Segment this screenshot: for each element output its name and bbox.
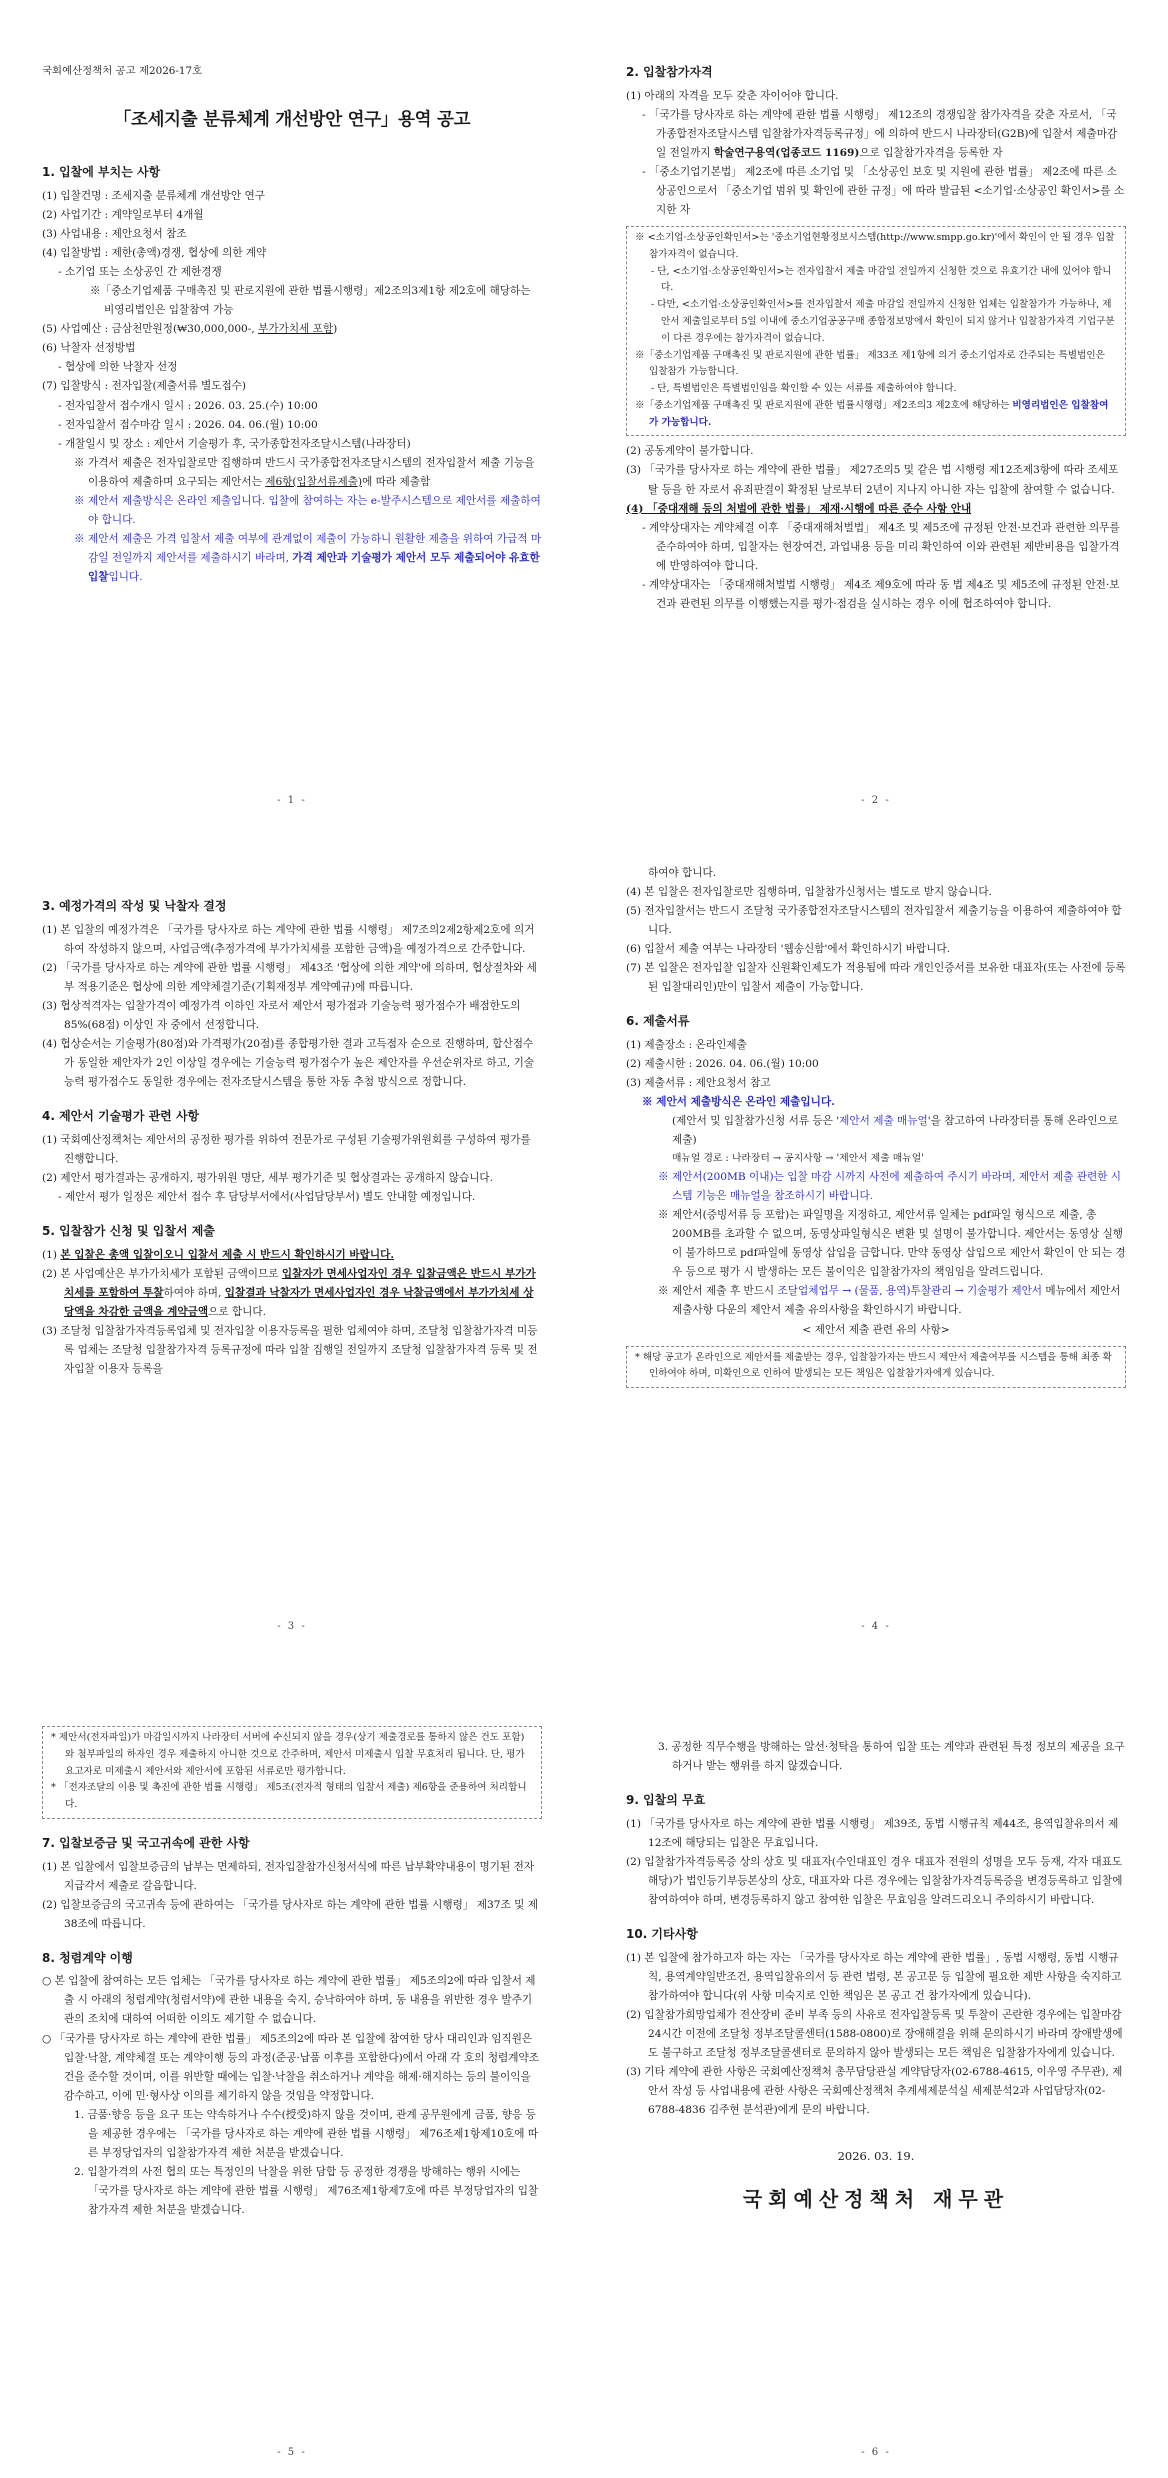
list-item: (3) 사업내용 : 제안요청서 참조 bbox=[42, 227, 187, 240]
list-item: ※ 제안서 제출은 가격 입찰서 제출 여부에 관계없이 제출이 가능하니 원활한 제출을 위하여 가급적 마감일 전일까지 제안서를 제출하시기 바라며, 가격 제안과 기술평가 제안서 모두 제출되어야 유효한 입찰입니다. bbox=[74, 532, 542, 584]
list-item: (3) 조달청 입찰참가자격등록업체 및 전자입찰 이용자등록을 필한 업체여야 하며, 조달청 입찰참가자격 미등록 업체는 조달청 입찰참가자격 등록규정에 따라 입찰 집행일 전일까지 조달청 입찰참가자격 등록 및 전자입찰 이용자 등록을 bbox=[42, 1324, 538, 1375]
list-item: (1) 아래의 자격을 모두 갖춘 자이어야 합니다. bbox=[626, 89, 839, 102]
page-number: - 2 - bbox=[861, 795, 891, 806]
list-item: 2. 입찰가격의 사전 협의 또는 특정인의 낙찰을 위한 담합 등 공정한 경쟁을 방해하는 행위 시에는 「국가를 당사자로 하는 계약에 관한 법률 시행령」 제76조제1항제7호에 따른 부정당업자의 입찰참가자격 제한 처분을 받겠습니다. bbox=[74, 2165, 539, 2217]
list-item: (7) 본 입찰은 전자입찰 입찰자 신원확인제도가 적용됨에 따라 개인인증서를 보유한 대표자(또는 사전에 등록된 입찰대리인)만이 입찰서 제출이 가능합니다. bbox=[626, 962, 1126, 994]
box-item: ※「중소기업제품 구매촉진 및 판로지원에 관한 법률」 제33조 제1항에 의거 중소기업자로 간주되는 특별법인은 입찰참가 가능합니다. bbox=[635, 349, 1105, 378]
list-item: (3) 제출서류 : 제안요청서 참고 bbox=[626, 1077, 771, 1090]
issuer-signature: 국회예산정책처 재무관 bbox=[742, 2186, 1010, 2211]
list-item: - 「국가를 당사자로 하는 계약에 관한 법률 시행령」 제12조의 경쟁입찰 참가자격을 갖춘 자로서, 「국가종합전자조달시스템 입찰참가자격등록규정」에 의하여 반드시 나라장터(G2B)에 입찰서 제출마감일 전일까지 학술연구용역(업종코드 1169)으로 입찰참가자격을 등록한 자 bbox=[642, 108, 1118, 159]
list-item: (2) 「국가를 당사자로 하는 계약에 관한 법률 시행령」 제43조 '협상에 의한 계약'에 의하며, 협상절차와 세부 적용기준은 협상에 의한 계약체결기준(기획재정부 계약예규)에 따릅니다. bbox=[42, 961, 537, 993]
page-number: - 6 - bbox=[861, 2447, 891, 2458]
list-item: (1) 「국가를 당사자로 하는 계약에 관한 법률 시행령」 제39조, 동법 시행규칙 제44조, 용역입찰유의서 제12조에 해당되는 입찰은 무효입니다. bbox=[626, 1817, 1119, 1849]
page-number: - 4 - bbox=[861, 1621, 891, 1632]
page-title: 「조세지출 분류체계 개선방안 연구」용역 공고 bbox=[113, 109, 471, 130]
list-item: - 전자입찰서 접수개시 일시 : 2026. 03. 25.(수) 10:00 bbox=[58, 399, 318, 412]
page-number: - 1 - bbox=[277, 795, 307, 806]
list-item: 매뉴얼 경로 : 나라장터 → 공지사항 → '제안서 제출 매뉴얼' bbox=[672, 1153, 924, 1165]
page-3 bbox=[0, 826, 584, 1652]
list-item: (1) 본 입찰의 예정가격은 「국가를 당사자로 하는 계약에 관한 법률 시행령」 제7조의2제2항제2호에 의거하여 작성하지 않으며, 사업금액(추정가격에 부가가치세를 포함한 금액)을 예정가격으로 간주합니다. bbox=[42, 923, 535, 955]
box-item: * 「전자조달의 이용 및 촉진에 관한 법률 시행령」 제5조(전자적 형태의 입찰서 제출) 제6항을 준용하여 처리합니다. bbox=[51, 1782, 527, 1811]
list-item: (2) 입찰참가희망업체가 전산장비 준비 부족 등의 사유로 전자입찰등록 및 투찰이 곤란한 경우에는 입찰마감 24시간 이전에 조달청 정부조달콜센터(1588-0800)로 장애해결을 위해 문의하시기 바라며 장애발생에도 불구하고 조달청 정부조달콜센터로 문의하지 않아 발생되는 모든 책임은 입찰참가자에게 있습니다. bbox=[626, 2008, 1123, 2059]
list-item: (6) 낙찰자 선정방법 bbox=[42, 342, 136, 355]
list-item: ※ 제안서 제출 후 반드시 조달업체업무 → (물품, 용역)투찰관리 → 기술평가 제안서 메뉴에서 제안서 제출사항 다운의 제안서 제출 유의사항을 확인하시기 바랍니다. bbox=[658, 1285, 1121, 1317]
section-heading: 6. 제출서류 bbox=[626, 1014, 690, 1029]
list-item: 1. 금품·향응 등을 요구 또는 약속하거나 수수(授受)하지 않을 것이며, 관계 공무원에게 금품, 향응 등을 제공한 경우에는 「국가를 당사자로 하는 계약에 관한 법률 시행령」 제76조제1항제10호에 따른 부정당업자의 입찰참가자격 제한 처분을 받겠습니다. bbox=[74, 2108, 539, 2159]
list-item: (1) 입찰건명 : 조세지출 분류체계 개선방안 연구 bbox=[42, 189, 265, 202]
box-item: - 단, 특별법인은 특별법인임을 확인할 수 있는 서류를 제출하여야 합니다. bbox=[651, 383, 957, 395]
list-item: (5) 사업예산 : 금삼천만원정(₩30,000,000-, 부가가치세 포함) bbox=[42, 323, 338, 336]
section-heading: 5. 입찰참가 신청 및 입찰서 제출 bbox=[42, 1224, 215, 1238]
section-heading: 7. 입찰보증금 및 국고귀속에 관한 사항 bbox=[42, 1835, 250, 1850]
list-item: (4) 「중대재해 등의 처벌에 관한 법률」 제재·시행에 따른 준수 사항 안내 bbox=[626, 502, 972, 515]
list-item: - 소기업 또는 소상공인 간 제한경쟁 bbox=[58, 266, 222, 279]
box-item: - 단, <소기업·소상공인확인서>는 전자입찰서 제출 마감일 전일까지 신청한 것으로 유효기간 내에 있어야 합니다. bbox=[651, 265, 1112, 294]
section-heading: 4. 제안서 기술평가 관련 사항 bbox=[42, 1109, 200, 1124]
page-6 bbox=[584, 1652, 1168, 2478]
list-item: ※ 제안서 제출방식은 온라인 제출입니다. bbox=[642, 1096, 835, 1109]
list-item: 하여야 합니다. bbox=[648, 867, 717, 879]
list-item: - 전자입찰서 접수마감 일시 : 2026. 04. 06.(월) 10:00 bbox=[58, 418, 318, 431]
list-item: (2) 제안서 평가결과는 공개하지, 평가위원 명단, 세부 평가기준 및 협상결과는 공개하지 않습니다. bbox=[42, 1171, 494, 1184]
list-item: (5) 전자입찰서는 반드시 조달청 국가종합전자조달시스템의 전자입찰서 제출기능을 이용하여 제출하여야 합니다. bbox=[626, 905, 1122, 937]
list-item: (3) 기타 계약에 관한 사항은 국회예산정책처 총무담당관실 계약담당자(02-6788-4615, 이우영 주무관), 제안서 작성 등 사업내용에 관한 사항은 국회예산정책처 추계세제분석실 세제분석2과 사업담당자(02-6788-4836 김주현 분석관)에게 문의 바랍니다. bbox=[626, 2066, 1123, 2117]
list-item: (1) 국회예산정책처는 제안서의 공정한 평가를 위하여 전문가로 구성된 기술평가위원회를 구성하여 평가를 진행합니다. bbox=[42, 1133, 531, 1165]
list-item: (3) 협상적격자는 입찰가격이 예정가격 이하인 자로서 제안서 평가점과 기술능력 평가점수가 배점한도의 85%(68점) 이상인 자 중에서 선정합니다. bbox=[42, 999, 521, 1031]
list-item: (1) 제출장소 : 온라인제출 bbox=[626, 1039, 747, 1052]
list-item: (2) 제출시한 : 2026. 04. 06.(월) 10:00 bbox=[626, 1058, 819, 1071]
list-item: ○ 본 입찰에 참여하는 모든 업체는 「국가를 당사자로 하는 계약에 관한 법률」 제5조의2에 따라 입찰서 제출 시 아래의 청렴계약(청렴서약)에 관한 내용을 숙지, 승낙하여야 하며, 동 내용을 위반한 경우 발주기관의 조치에 대하여 어떠한 이의도 제기할 수 없습니다. bbox=[42, 1975, 536, 2026]
list-item: - 협상에 의한 낙찰자 선정 bbox=[58, 361, 178, 374]
list-item: (2) 공동계약이 불가합니다. bbox=[626, 445, 754, 458]
list-item: (4) 협상순서는 기술평가(80점)와 가격평가(20점)를 종합평가한 결과 고득점자 순으로 진행하며, 합산점수가 동일한 제안자가 2인 이상일 경우에는 기술능력 평가점수가 높은 제안자를 우선순위자로 하고, 기술능력 평가점수도 동일한 경우에는 전자조달시스템을 통한 자동 추첨 방식으로 정합니다. bbox=[42, 1037, 535, 1089]
notice-box bbox=[42, 1726, 542, 1819]
list-item: ※ 제안서(200MB 이내)는 입찰 마감 시까지 사전에 제출하여 주시기 바라며, 제안서 제출 관련한 시스템 기능은 매뉴얼을 참조하시기 바랍니다. bbox=[658, 1171, 1122, 1203]
list-item: (2) 입찰보증금의 국고귀속 등에 관하여는 「국가를 당사자로 하는 계약에 관한 법률 시행령」 제37조 및 제38조에 따릅니다. bbox=[42, 1898, 538, 1930]
section-heading: 1. 입찰에 부치는 사항 bbox=[42, 165, 161, 180]
list-item: (6) 입찰서 제출 여부는 나라장터 '웹송신함'에서 확인하시기 바랍니다. bbox=[626, 943, 951, 956]
list-item: (1) 본 입찰에서 입찰보증금의 납부는 면제하되, 전자입찰참가신청서식에 따른 납부확약내용이 명기된 전자지급각서 제출로 갈음합니다. bbox=[42, 1860, 535, 1892]
notice-box bbox=[626, 226, 1126, 436]
box-item: * 제안서(전자파일)가 마감일시까지 나라장터 서버에 수신되지 않을 경우(상기 제출경로를 통하지 않은 건도 포함)와 첨부파일의 하자인 경우 제출하지 아니한 것으로 간주하며, 제안서 미제출시 입찰 무효처리 됩니다. 단, 평가요고자로 미제출시 제안서와 제안서에 포함된 서류로만 평가합니다. bbox=[51, 1732, 525, 1777]
list-item: < 제안서 제출 관련 유의 사항> bbox=[802, 1323, 950, 1336]
section-heading: 10. 기타사항 bbox=[626, 1927, 698, 1942]
list-item: (2) 사업기간 : 계약일로부터 4개월 bbox=[42, 208, 204, 221]
list-item: - 계약상대자는 「중대재해처벌법 시행령」 제4조 제9호에 따라 동 법 제4조 및 제5조에 규정된 안전·보건과 관련된 의무를 이행했는지를 평가·점검을 실시하는 경우 이에 협조하여야 합니다. bbox=[642, 578, 1120, 610]
box-item: * 해당 공고가 온라인으로 제안서를 제출받는 경우, 입찰참가자는 반드시 제안서 제출여부를 시스템을 통해 최종 확인하여야 하며, 미확인으로 인하여 발생되는 모든 책임은 입찰참가자에게 있습니다. bbox=[635, 1351, 1112, 1380]
list-item: - 「중소기업기본법」 제2조에 따른 소기업 및 「소상공인 보호 및 지원에 관한 법률」 제2조에 따른 소상공인으로서 「중소기업 범위 및 확인에 관한 규정」에 따라 발급된 <소기업·소상공인 확인서>를 소지한 자 bbox=[642, 165, 1125, 216]
box-item: ※ <소기업·소상공인확인서>는 '중소기업현황정보시스템(http://www.smpp.go.kr)'에서 확인이 안 될 경우 입찰 참가자격이 없습니다. bbox=[635, 232, 1115, 260]
page-1 bbox=[0, 0, 584, 826]
list-item: - 계약상대자는 계약체결 이후 「중대재해처벌법」 제4조 및 제5조에 규정된 안전·보건과 관련한 의무를 준수하여야 하며, 입찰자는 현장여건, 과업내용 등을 미리 확인하여 이와 관련된 제반비용을 입찰가격에 반영하여야 합니다. bbox=[642, 521, 1120, 572]
box-item: ※「중소기업제품 구매촉진 및 판로지원에 관한 법률시행령」제2조의3 제2호에 해당하는 비영리법인은 입찰참여가 가능합니다. bbox=[635, 399, 1109, 428]
page-2 bbox=[584, 0, 1168, 826]
notice-number: 국회예산정책처 공고 제2026-17호 bbox=[42, 65, 203, 77]
list-item: (3) 「국가를 당사자로 하는 계약에 관한 법률」 제27조의5 및 같은 법 시행령 제12조제3항에 따라 조세포탈 등을 한 자로서 유죄판결이 확정된 날로부터 2년이 지나지 아니한 자는 입찰에 참여할 수 없습니다. bbox=[626, 464, 1119, 496]
list-item: ※ 가격서 제출은 전자입찰로만 집행하며 반드시 국가종합전자조달시스템의 전자입찰서 제출 기능을 이용하여 제출하며 요구되는 제안서는 제6항(입찰서류제출)에 따라 제출함 bbox=[74, 456, 535, 488]
list-item: (1) 본 입찰은 총액 입찰이오니 입찰서 제출 시 반드시 확인하시기 바랍니다. bbox=[42, 1248, 395, 1261]
section-heading: 2. 입찰참가자격 bbox=[626, 65, 713, 79]
page-number: - 3 - bbox=[277, 1621, 307, 1632]
list-item: ※「중소기업제품 구매촉진 및 판로지원에 관한 법률시행령」제2조의3제1항 제2호에 해당하는 비영리법인은 입찰참여 가능 bbox=[90, 285, 531, 317]
box-item: - 다만, <소기업·소상공인확인서>를 전자입찰서 제출 마감일 전일까지 신청한 업체는 입찰참가가 가능하나, 제안서 제출일로부터 5일 이내에 중소기업공공구매 종합정보망에서 확인이 되지 않거나 입찰참가자격 기업구분이 다른 경우에는 참가자격이 없습니다. bbox=[651, 299, 1115, 344]
list-item: ○ 「국가를 당사자로 하는 계약에 관한 법률」 제5조의2에 따라 본 입찰에 참여한 당사 대리인과 임직원은 입찰·낙찰, 계약체결 또는 계약이행 등의 과정(준공·납품 이후를 포함한다)에서 아래 각 호의 청렴계약조건을 준수할 것이며, 이를 위반할 때에는 입찰·낙찰을 취소하거나 계약을 해제·해지하는 등의 불이익을 감수하고, 이에 민·형사상 이의를 제기하지 않을 것임을 약정합니다. bbox=[42, 2032, 539, 2102]
list-item: ※ 제안서 제출방식은 온라인 제출입니다. 입찰에 참여하는 자는 e-발주시스템으로 제안서를 제출하여야 합니다. bbox=[74, 494, 541, 526]
announcement-date: 2026. 03. 19. bbox=[837, 2149, 915, 2164]
list-item: - 개찰일시 및 장소 : 제안서 기술평가 후, 국가종합전자조달시스템(나라장터) bbox=[58, 437, 411, 450]
section-heading: 3. 예정가격의 작성 및 낙찰자 결정 bbox=[42, 899, 227, 913]
page-4 bbox=[584, 826, 1168, 1652]
notice-box bbox=[626, 1346, 1126, 1389]
list-item: 3. 공정한 직무수행을 방해하는 알선·청탁을 통하여 입찰 또는 계약과 관련된 특정 정보의 제공을 요구하거나 받는 행위를 하지 않겠습니다. bbox=[658, 1741, 1125, 1773]
list-item: ※ 제안서(증빙서류 등 포함)는 파일명을 지정하고, 제안서류 일체는 pdf파일 형식으로 제출, 총 200MB를 초과할 수 없으며, 동영상파일형식은 변환 및 설명이 불가합니다. 제안서는 동영상 실행이 불가하므로 pdf파일에 동영상 삽입을 금합니다. 만약 동영상 삽입으로 제안서 확인이 안 되는 경우 등으로 평가 시 발생하는 모든 불이익은 입찰참가자의 책임임을 알려드립니다. bbox=[658, 1209, 1126, 1279]
list-item: (7) 입찰방식 : 전자입찰(제출서류 별도접수) bbox=[42, 380, 247, 393]
list-item: (제안서 및 입찰참가신청 서류 등은 '제안서 제출 매뉴얼'을 참고하여 나라장터를 통해 온라인으로 제출) bbox=[672, 1115, 1119, 1147]
section-heading: 8. 청렴계약 이행 bbox=[42, 1950, 133, 1965]
section-heading: 9. 입찰의 무효 bbox=[626, 1793, 706, 1808]
list-item: (4) 입찰방법 : 제한(총액)경쟁, 협상에 의한 계약 bbox=[42, 247, 267, 259]
page-5 bbox=[0, 1652, 584, 2478]
page-number: - 5 - bbox=[277, 2447, 307, 2458]
list-item: - 제안서 평가 일정은 제안서 접수 후 담당부서에서(사업담당부서) 별도 안내할 예정입니다. bbox=[58, 1190, 476, 1203]
list-item: (1) 본 입찰에 참가하고자 하는 자는 「국가를 당사자로 하는 계약에 관한 법률」, 동법 시행령, 동법 시행규칙, 용역계약일반조건, 용역입찰유의서 등 관련 법령, 본 공고문 등 입찰에 필요한 제반 사항을 숙지하고 참가하여야 합니다(위 사항 미숙지로 인한 책임은 본 공고 건 참가자에게 있습니다). bbox=[626, 1951, 1122, 2002]
list-item: (4) 본 입찰은 전자입찰로만 집행하며, 입찰참가신청서는 별도로 받지 않습니다. bbox=[626, 886, 992, 899]
list-item: (2) 입찰참가자격등록증 상의 상호 및 대표자(수인대표인 경우 대표자 전원의 성명을 모두 등재, 각자 대표도 해당)가 법인등기부등본상의 상호, 대표자와 다른 경우에는 입찰참가자격등록증을 변경등록하고 입찰에 참여하여야 하며, 변경등록하지 않고 참여한 입찰은 무효임을 알려드리오니 주의하시기 바랍니다. bbox=[626, 1855, 1123, 1906]
list-item: (2) 본 사업예산은 부가가치세가 포함된 금액이므로 입찰자가 면세사업자인 경우 입찰금액은 반드시 부가가치세를 포함하여 투찰하여야 하며, 입찰결과 낙찰자가 면세사업자인 경우 낙찰금액에서 부가가치세 상당액을 차감한 금액을 계약금액으로 합니다. bbox=[42, 1267, 536, 1318]
